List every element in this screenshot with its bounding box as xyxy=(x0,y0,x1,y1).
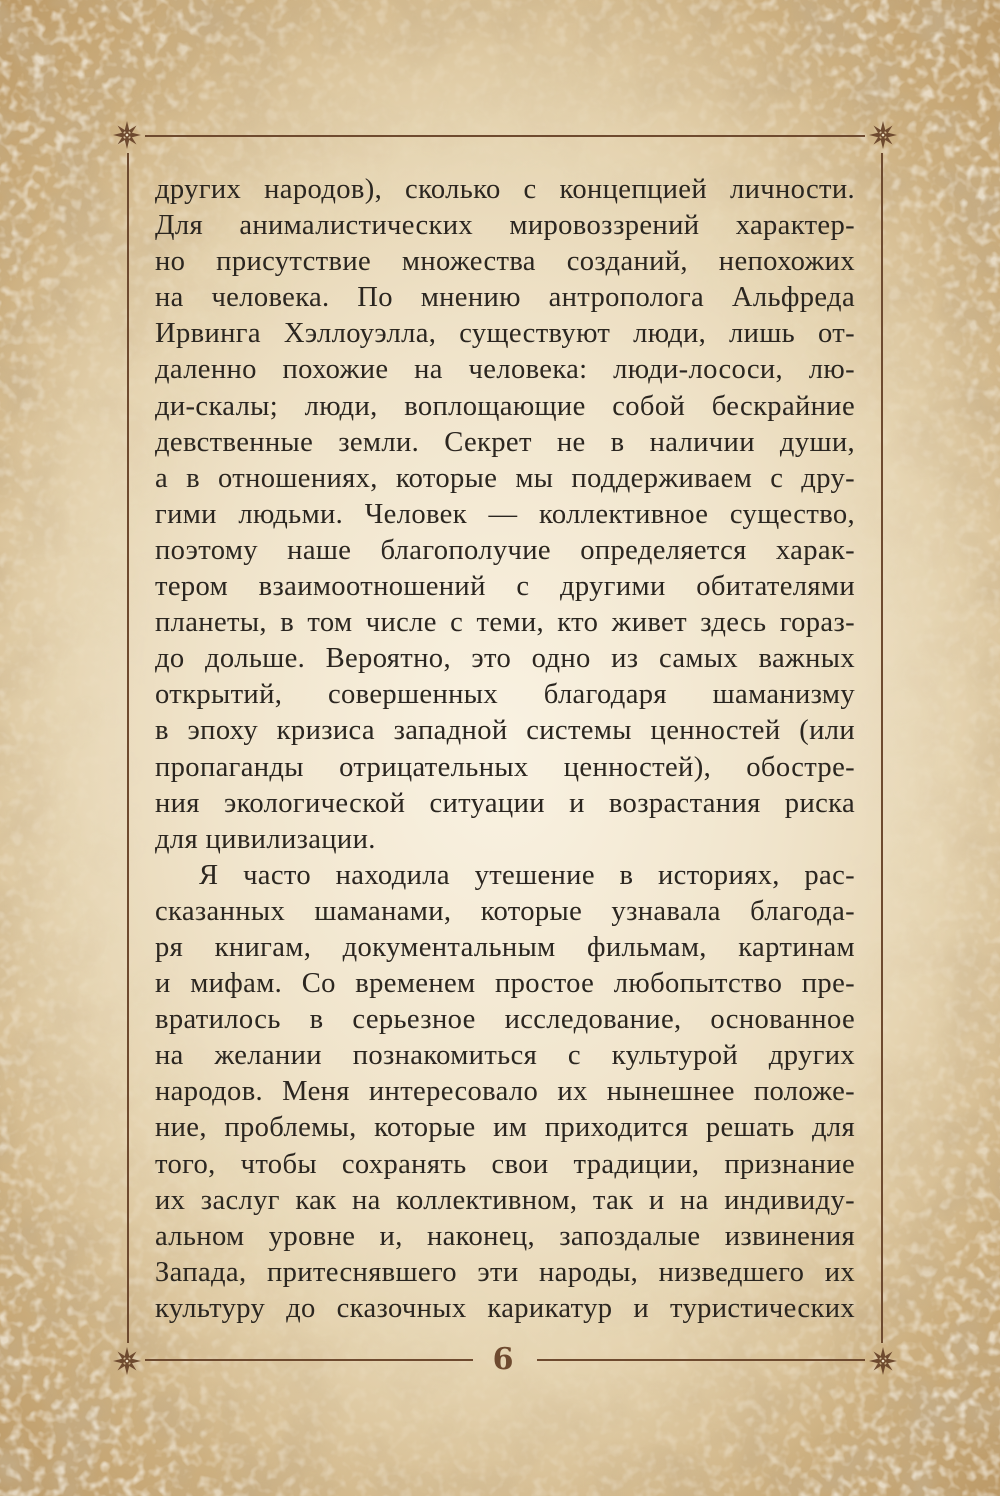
text-line: Ирвинга Хэллоуэлла, существуют люди, лишь от- xyxy=(155,318,855,350)
frame-top-line xyxy=(145,135,865,137)
text-line: Я часто находила утешение в историях, рас- xyxy=(199,859,855,891)
text-line: на человека. По мнению антрополога Альфреда xyxy=(155,282,855,314)
frame-right-line xyxy=(881,153,883,1343)
body-text xyxy=(155,172,855,1327)
frame-left-line xyxy=(127,153,129,1343)
text-line: сказанных шаманами, которые узнавала благода- xyxy=(155,895,855,927)
text-line: а в отношениях, которые мы поддерживаем с дру- xyxy=(155,462,855,494)
paragraph-1 xyxy=(155,172,855,858)
text-line: их заслуг как на коллективном, так и на индивиду- xyxy=(155,1184,855,1216)
frame-bottom-right-line xyxy=(537,1359,865,1361)
text-line: поэтому наше благополучие определяется харак- xyxy=(155,534,855,566)
text-line: ние, проблемы, которые им приходится решать для xyxy=(155,1112,855,1144)
text-line: ди-скалы; люди, воплощающие собой бескрайние xyxy=(155,390,855,422)
text-line: до дольше. Вероятно, это одно из самых важных xyxy=(155,643,855,675)
ornament-star-icon xyxy=(112,1346,142,1376)
text-line: того, чтобы сохранять свои традиции, признание xyxy=(155,1148,855,1180)
text-line: Для анималистических мировоззрений характер- xyxy=(155,210,855,242)
text-line: Запада, притеснявшего эти народы, низведшего их xyxy=(155,1256,855,1288)
text-line: даленно похожие на человека: люди-лососи, лю- xyxy=(155,354,855,386)
ornament-star-icon xyxy=(112,120,142,150)
text-line: для цивилизации. xyxy=(155,823,376,855)
text-line: гими людьми. Человек — коллективное существо, xyxy=(155,498,855,530)
text-line: вратилось в серьезное исследование, основанное xyxy=(155,1004,855,1036)
text-line: ния экологической ситуации и возрастания риска xyxy=(155,787,855,819)
text-line: других народов), сколько с концепцией личности. xyxy=(155,174,855,205)
text-line: культуру до сказочных карикатур и туристических xyxy=(155,1292,855,1324)
text-line: планеты, в том числе с теми, кто живет здесь гораз- xyxy=(155,607,855,639)
text-line: тером взаимоотношений с другими обитателями xyxy=(155,571,855,603)
text-line: ря книгам, документальным фильмам, картинам xyxy=(155,931,855,963)
text-line: пропаганды отрицательных ценностей), обостре- xyxy=(155,751,855,783)
text-line: но присутствие множества созданий, непохожих xyxy=(155,246,855,278)
text-line: народов. Меня интересовало их нынешнее положе- xyxy=(155,1076,855,1108)
text-line: на желании познакомиться с культурой других xyxy=(155,1040,855,1072)
ornament-star-icon xyxy=(868,1346,898,1376)
page-number: 6 xyxy=(492,1342,514,1377)
text-line: в эпоху кризиса западной системы ценностей (или xyxy=(155,715,855,747)
text-line: и мифам. Со временем простое любопытство пре- xyxy=(155,968,855,1000)
text-line: девственные земли. Секрет не в наличии души, xyxy=(155,426,855,458)
text-line: альном уровне и, наконец, запоздалые извинения xyxy=(155,1220,855,1252)
ornament-star-icon xyxy=(868,120,898,150)
frame-bottom-left-line xyxy=(145,1359,473,1361)
paragraph-2 xyxy=(155,858,855,1327)
text-line: открытий, совершенных благодаря шаманизму xyxy=(155,679,855,711)
